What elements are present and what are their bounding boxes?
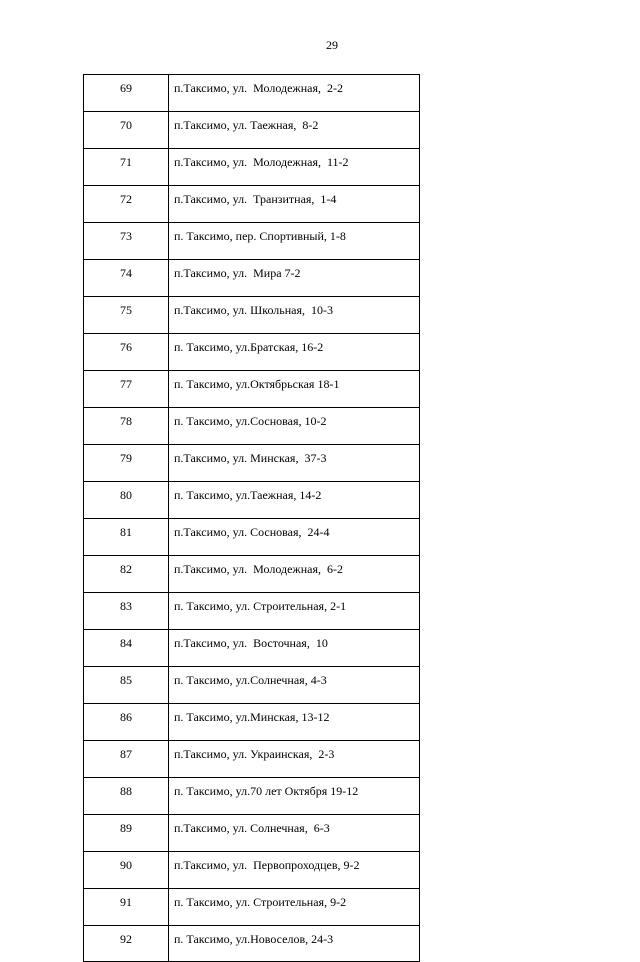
address-cell: п. Таксимо, ул.Октябрьская 18-1 (169, 371, 420, 408)
address-cell: п. Таксимо, ул.Новоселов, 24-3 (169, 926, 420, 962)
address-cell: п.Таксимо, ул. Молодежная, 2-2 (169, 75, 420, 112)
table-row (84, 667, 420, 704)
table-row (84, 186, 420, 223)
address-cell: п.Таксимо, ул. Школьная, 10-3 (169, 297, 420, 334)
row-number-cell: 82 (84, 556, 169, 593)
table-row (84, 593, 420, 630)
table-row (84, 75, 420, 112)
row-number-cell: 80 (84, 482, 169, 519)
table-row (84, 408, 420, 445)
table-row (84, 556, 420, 593)
table-row (84, 297, 420, 334)
row-number-cell: 89 (84, 815, 169, 852)
address-cell: п. Таксимо, ул.Сосновая, 10-2 (169, 408, 420, 445)
row-number-cell: 78 (84, 408, 169, 445)
address-cell: п. Таксимо, ул. Строительная, 2-1 (169, 593, 420, 630)
address-cell: п.Таксимо, ул. Транзитная, 1-4 (169, 186, 420, 223)
row-number-cell: 84 (84, 630, 169, 667)
table-row (84, 519, 420, 556)
table-row (84, 223, 420, 260)
address-cell: п. Таксимо, ул. Строительная, 9-2 (169, 889, 420, 926)
address-cell: п.Таксимо, ул. Молодежная, 6-2 (169, 556, 420, 593)
row-number-cell: 79 (84, 445, 169, 482)
address-cell: п. Таксимо, ул.Таежная, 14-2 (169, 482, 420, 519)
row-number-cell: 81 (84, 519, 169, 556)
address-cell: п.Таксимо, ул. Таежная, 8-2 (169, 112, 420, 149)
address-cell: п.Таксимо, ул. Мира 7-2 (169, 260, 420, 297)
row-number-cell: 70 (84, 112, 169, 149)
table-row (84, 149, 420, 186)
row-number-cell: 83 (84, 593, 169, 630)
table-row (84, 889, 420, 926)
address-cell: п. Таксимо, ул.70 лет Октября 19-12 (169, 778, 420, 815)
row-number-cell: 86 (84, 704, 169, 741)
row-number-cell: 73 (84, 223, 169, 260)
address-cell: п. Таксимо, пер. Спортивный, 1-8 (169, 223, 420, 260)
address-cell: п.Таксимо, ул. Минская, 37-3 (169, 445, 420, 482)
row-number-cell: 74 (84, 260, 169, 297)
row-number-cell: 71 (84, 149, 169, 186)
address-table-body (84, 75, 420, 962)
row-number-cell: 92 (84, 926, 169, 962)
table-row (84, 778, 420, 815)
table-row (84, 704, 420, 741)
row-number-cell: 72 (84, 186, 169, 223)
address-table (83, 74, 420, 962)
address-cell: п. Таксимо, ул.Минская, 13-12 (169, 704, 420, 741)
table-row (84, 482, 420, 519)
row-number-cell: 85 (84, 667, 169, 704)
address-cell: п.Таксимо, ул. Украинская, 2-3 (169, 741, 420, 778)
address-cell: п.Таксимо, ул. Солнечная, 6-3 (169, 815, 420, 852)
table-row (84, 260, 420, 297)
row-number-cell: 76 (84, 334, 169, 371)
table-row (84, 445, 420, 482)
row-number-cell: 91 (84, 889, 169, 926)
table-row (84, 815, 420, 852)
table-row (84, 741, 420, 778)
row-number-cell: 90 (84, 852, 169, 889)
address-cell: п. Таксимо, ул.Солнечная, 4-3 (169, 667, 420, 704)
address-cell: п. Таксимо, ул.Братская, 16-2 (169, 334, 420, 371)
table-row (84, 852, 420, 889)
table-row (84, 334, 420, 371)
table-row (84, 926, 420, 962)
table-row (84, 630, 420, 667)
row-number-cell: 77 (84, 371, 169, 408)
table-row (84, 112, 420, 149)
table-row (84, 371, 420, 408)
row-number-cell: 69 (84, 75, 169, 112)
address-cell: п.Таксимо, ул. Молодежная, 11-2 (169, 149, 420, 186)
row-number-cell: 87 (84, 741, 169, 778)
row-number-cell: 88 (84, 778, 169, 815)
page-number: 29 (326, 38, 338, 52)
address-cell: п.Таксимо, ул. Сосновая, 24-4 (169, 519, 420, 556)
address-cell: п.Таксимо, ул. Первопроходцев, 9-2 (169, 852, 420, 889)
row-number-cell: 75 (84, 297, 169, 334)
address-cell: п.Таксимо, ул. Восточная, 10 (169, 630, 420, 667)
